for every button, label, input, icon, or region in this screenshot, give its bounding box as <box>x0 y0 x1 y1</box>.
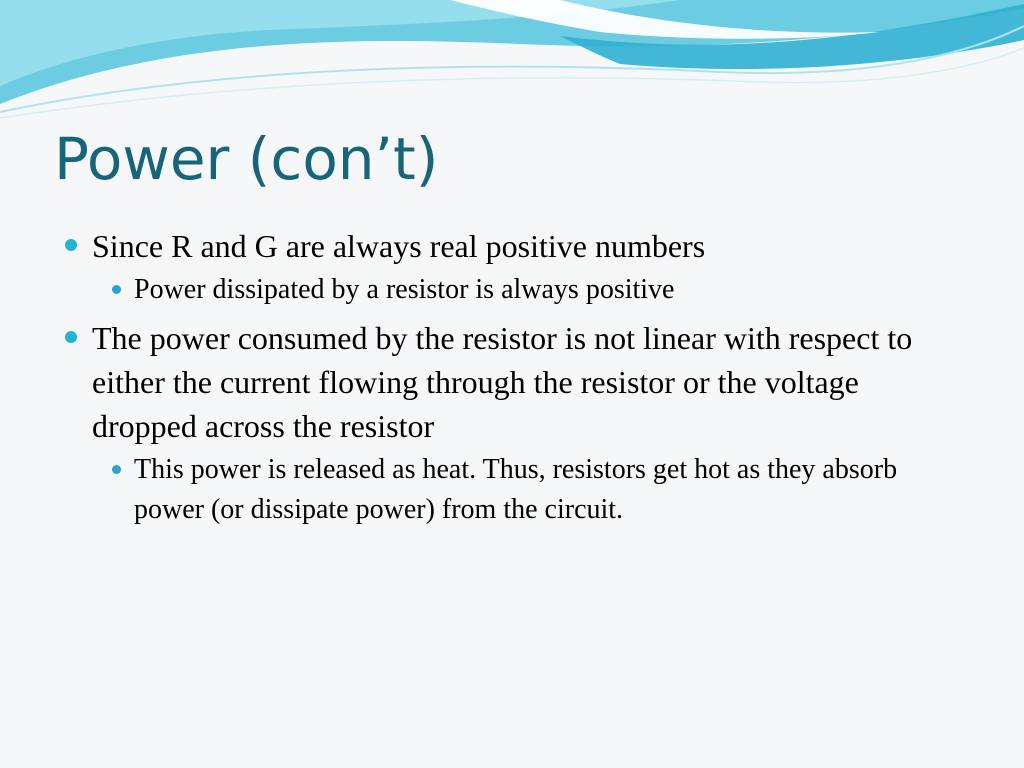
sub-bullet-list <box>92 270 960 310</box>
sub-bullet-list <box>92 450 960 530</box>
sub-bullet-dot-icon <box>112 285 121 294</box>
sub-bullet-dot-icon <box>112 465 121 474</box>
bullet-item <box>60 316 960 530</box>
sub-bullet-text: Power dissipated by a resistor is always positive <box>134 274 675 305</box>
sub-bullet-item <box>92 270 960 310</box>
header-wave-decoration <box>0 0 1024 130</box>
bullet-item <box>60 224 960 310</box>
bullet-dot-icon <box>65 331 77 343</box>
bullet-text: Since R and G are always real positive numbers <box>92 228 706 264</box>
sub-bullet-text: This power is released as heat. Thus, resistors get hot as they absorb power (or dissipate power) from the circuit. <box>134 454 898 525</box>
bullet-text: The power consumed by the resistor is not linear with respect to either the current flowing through the resistor or the voltage dropped across the resistor <box>92 320 913 444</box>
bullet-dot-icon <box>65 239 77 251</box>
slide-title: Power (con’t) <box>54 125 439 193</box>
sub-bullet-item <box>92 450 960 530</box>
bullet-list <box>60 224 960 536</box>
